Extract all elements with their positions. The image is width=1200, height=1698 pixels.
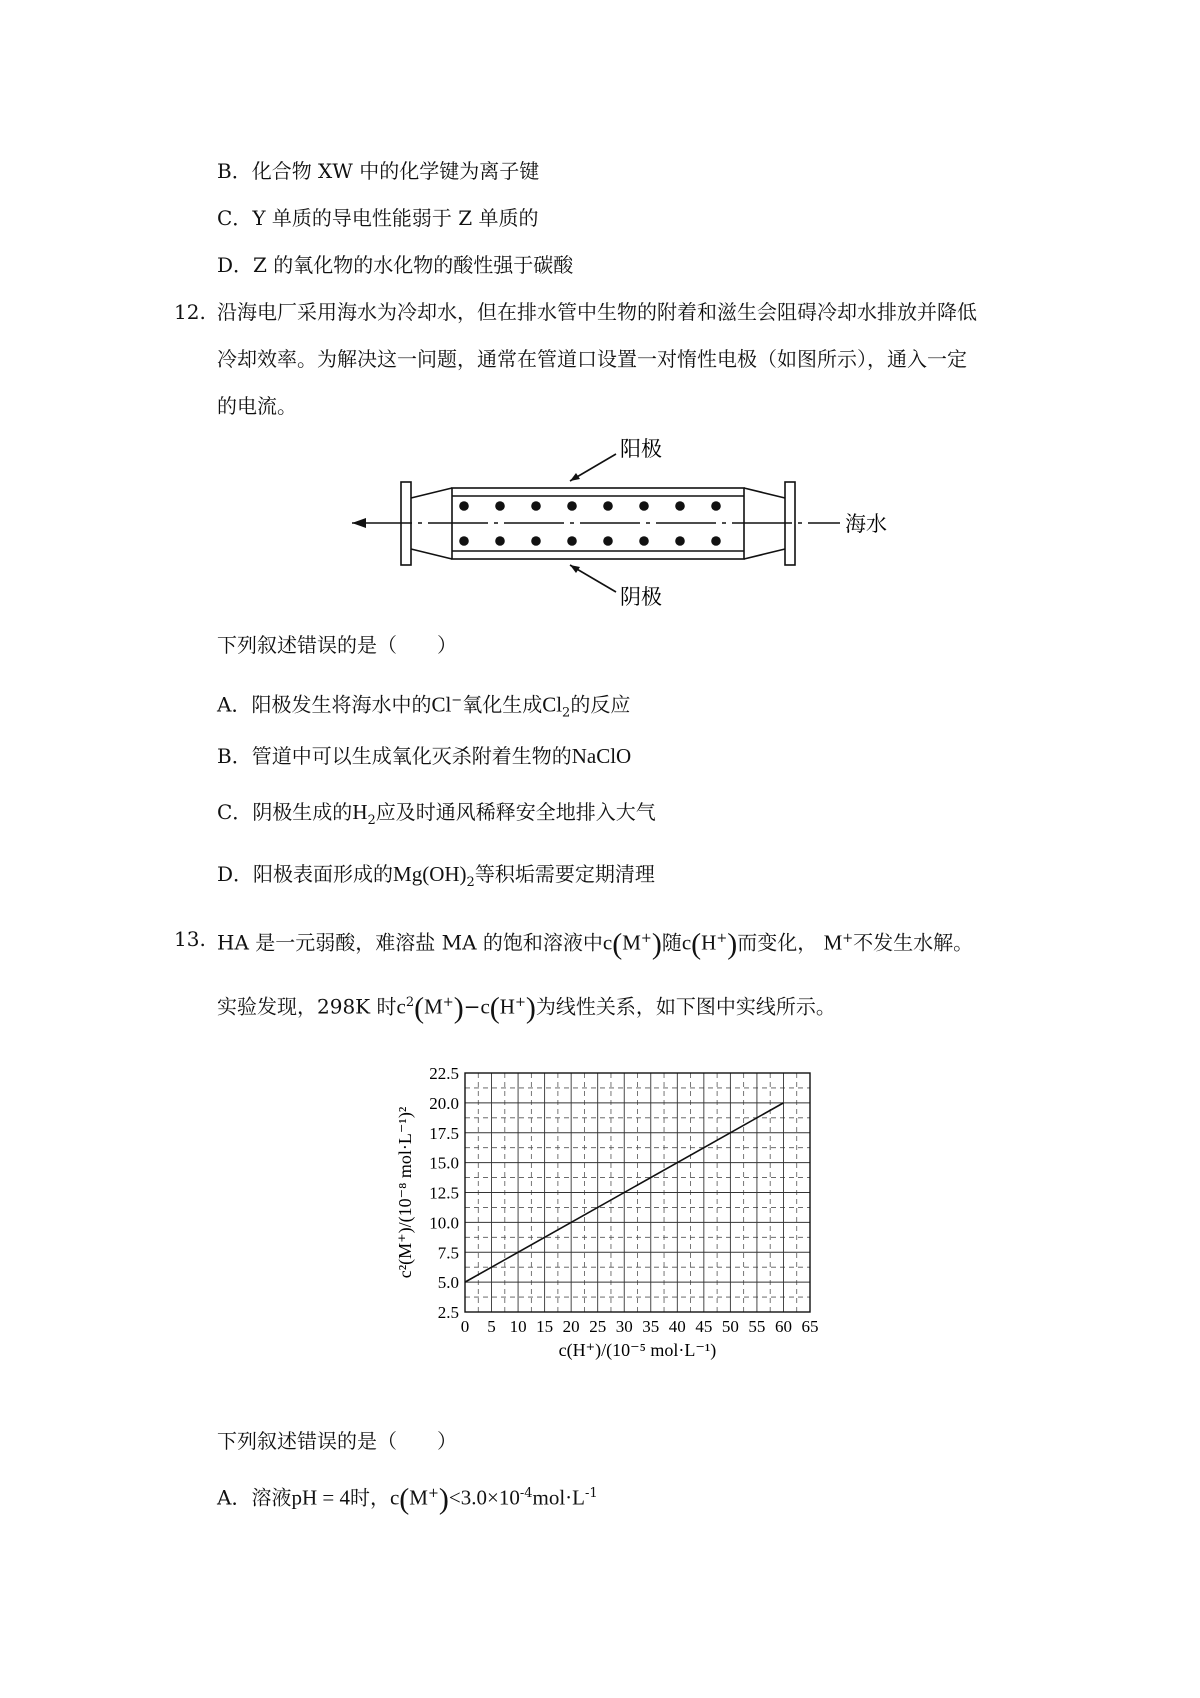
- q12-option-b: B．管道中可以生成氧化灭杀附着生物的NaClO: [217, 744, 632, 768]
- q13-number: 13.: [174, 927, 206, 951]
- anode-dots: [459, 501, 721, 511]
- q12-prompt: 下列叙述错误的是（ ）: [217, 633, 457, 657]
- y-tick-label: 10.0: [429, 1213, 459, 1233]
- x-tick-label: 0: [460, 1317, 470, 1336]
- x-tick-label: 35: [642, 1317, 660, 1336]
- x-tick-label: 50: [721, 1317, 739, 1336]
- y-tick-label: 15.0: [429, 1153, 459, 1173]
- q12-stem-line3: 的电流。: [217, 394, 297, 418]
- x-tick-label: 25: [589, 1317, 607, 1336]
- x-tick-label: 65: [801, 1317, 819, 1336]
- cathode-dots: [459, 536, 721, 546]
- x-tick-label: 10: [509, 1317, 527, 1336]
- y-tick-label: 20.0: [429, 1093, 459, 1113]
- anode-label: 阳极: [620, 437, 662, 461]
- x-tick-label: 40: [668, 1317, 686, 1336]
- q13-option-a: A．溶液pH = 4时，$c(M^+)<3.0\times 10^{-4}mol\cdot L^{-1}$: [217, 1482, 598, 1516]
- x-tick-label: 45: [695, 1317, 713, 1336]
- q12-stem-line1: 沿海电厂采用海水为冷却水，但在排水管中生物的附着和滋生会阻碍冷却水排放并降低: [217, 300, 977, 324]
- y-tick-label: 12.5: [429, 1183, 459, 1203]
- q13-prompt: 下列叙述错误的是（ ）: [217, 1429, 457, 1453]
- q11-option-d: D．Z 的氧化物的水化物的酸性强于碳酸: [217, 253, 574, 277]
- q13-stem-line1: HA 是一元弱酸，难溶盐 MA 的饱和溶液中c(M+)随c(H+)而变化， M+不发生水解。: [217, 927, 974, 961]
- q13-stem-line2: 实验发现，298K 时$c^2(M^+)-c(H^+)$为线性关系，如下图中实线所示。: [217, 991, 836, 1025]
- x-tick-label: 5: [487, 1317, 496, 1336]
- y-tick-label: 5.0: [437, 1273, 459, 1293]
- electrode-pipe-diagram: [340, 432, 900, 612]
- y-tick-label: 22.5: [429, 1064, 459, 1083]
- c2m-vs-ch-chart: [380, 1040, 880, 1400]
- q12-stem-line2: 冷却效率。为解决这一问题，通常在管道口设置一对惰性电极（如图所示），通入一定: [217, 347, 967, 371]
- cathode-label: 阴极: [620, 585, 662, 609]
- x-tick-label: 30: [615, 1317, 633, 1336]
- q12-option-c: C．阴极生成的$H_2$应及时通风稀释安全地排入大气: [217, 800, 656, 828]
- y-tick-label: 17.5: [429, 1123, 459, 1143]
- y-tick-label: 7.5: [437, 1243, 459, 1263]
- q11-option-c: C．Y 单质的导电性能弱于 Z 单质的: [217, 206, 539, 230]
- x-tick-label: 20: [562, 1317, 580, 1336]
- seawater-label: 海水: [845, 512, 887, 536]
- y-tick-label: 2.5: [437, 1303, 459, 1322]
- q12-number: 12.: [174, 300, 206, 324]
- q12-option-a: A．阳极发生将海水中的Cl−氧化生成$Cl_2$的反应: [217, 692, 631, 721]
- x-tick-label: 55: [748, 1317, 766, 1336]
- flow-arrow-head: [352, 518, 366, 528]
- q11-option-b: B．化合物 XW 中的化学键为离子键: [217, 159, 540, 183]
- x-tick-label: 15: [536, 1317, 554, 1336]
- chart-major-grid: [465, 1073, 810, 1312]
- x-tick-label: 60: [774, 1317, 792, 1336]
- y-axis-label: c²(M⁺)/(10⁻⁸ mol·L⁻¹)²: [395, 1106, 415, 1279]
- q12-option-d: D．阳极表面形成的$Mg(OH)_2$等积垢需要定期清理: [217, 862, 655, 890]
- x-axis-label: c(H⁺)/(10⁻⁵ mol·L⁻¹): [558, 1340, 717, 1360]
